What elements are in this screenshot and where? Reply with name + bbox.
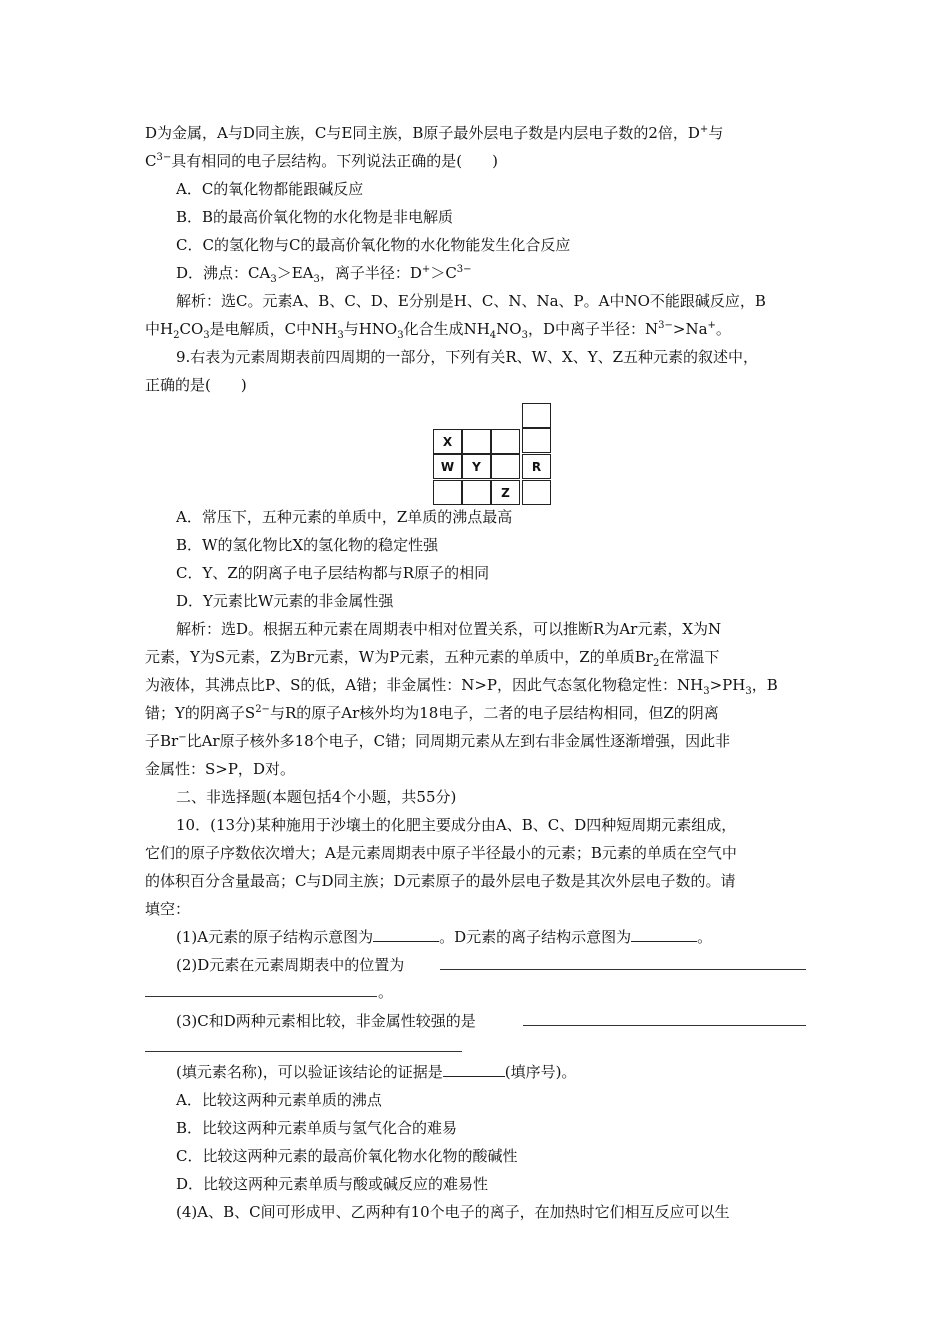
sup: − — [178, 732, 187, 743]
text: ＞EA — [276, 264, 314, 282]
q10-line3: 的体积百分含量最高；C与D同主族；D元素原子的最外层电子数是其次外层电子数的。请 — [145, 872, 736, 890]
table-cell-empty — [522, 403, 551, 428]
q9-analysis-line2 — [145, 647, 719, 667]
text: CO — [179, 320, 204, 338]
table-cell-empty — [462, 480, 491, 505]
q8-option-a: A．C的氧化物都能跟碱反应 — [176, 180, 364, 198]
q8-stem-line1 — [145, 123, 723, 143]
text: D．沸点：CA — [176, 264, 271, 282]
text: (填元素名称)，可以验证该结论的证据是 — [176, 1063, 443, 1081]
text: 与 — [708, 124, 724, 142]
q9-stem-line2: 正确的是( ) — [145, 376, 247, 394]
text: 与R的原子Ar核外均为18电子，二者的电子层结构相同，但Z的阴离 — [269, 704, 719, 722]
q9-option-c: C．Y、Z的阴离子电子层结构都与R原子的相同 — [176, 564, 490, 582]
text: NO — [496, 320, 522, 338]
q9-analysis-line3 — [145, 675, 778, 695]
sub: 3 — [397, 330, 404, 341]
text: ，离子半径：D — [319, 264, 422, 282]
q9-option-d: D．Y元素比W元素的非金属性强 — [176, 592, 394, 610]
sub: 4 — [489, 330, 497, 341]
sub: 3 — [203, 330, 210, 341]
text: 与HNO — [343, 320, 398, 338]
text: 在常温下 — [659, 648, 720, 666]
q10-option-c: C．比较这两种元素的最高价氧化物水化物的酸碱性 — [176, 1147, 518, 1165]
sub: 2 — [173, 330, 180, 341]
periodic-table-fragment — [433, 403, 551, 506]
sup: 2− — [255, 704, 270, 715]
answer-blank[interactable] — [440, 969, 806, 970]
text: 比Ar原子核外多18个电子，C错；同周期元素从左到右非金属性逐渐增强，因此非 — [186, 732, 731, 750]
q10-part3-cont — [176, 1062, 576, 1082]
q8-option-b: B．B的最高价氧化物的水化物是非电解质 — [176, 208, 454, 226]
text: 为液体，其沸点比P、S的低，A错；非金属性：N>P，因此气态氢化物稳定性：NH — [145, 676, 704, 694]
table-cell-z: Z — [491, 480, 520, 505]
text: (1)A元素的原子结构示意图为 — [176, 928, 374, 946]
text: 。 — [697, 928, 713, 946]
sup: + — [699, 124, 709, 135]
text: C — [145, 152, 157, 170]
q10-line2: 它们的原子序数依次增大；A是元素周期表中原子半径最小的元素；B元素的单质在空气中 — [145, 844, 737, 862]
q10-part1 — [176, 927, 712, 947]
answer-blank[interactable] — [145, 996, 377, 997]
table-cell-x: X — [433, 429, 462, 454]
answer-blank[interactable] — [373, 927, 439, 942]
text: 错；Y的阴离子S — [145, 704, 256, 722]
text: ＞C — [430, 264, 457, 282]
text: >PH — [709, 676, 746, 694]
q9-analysis-line1: 解析：选D。根据五种元素在周期表中相对位置关系，可以推断R为Ar元素，X为N — [176, 620, 722, 638]
sub: 3 — [521, 330, 528, 341]
table-cell-empty — [491, 429, 520, 454]
text: 是电解质，C中NH — [209, 320, 338, 338]
q8-stem-line2 — [145, 151, 498, 171]
text: (填序号)。 — [504, 1063, 577, 1081]
q10-option-a: A．比较这两种元素单质的沸点 — [176, 1091, 382, 1109]
text: >Na — [672, 320, 708, 338]
answer-blank[interactable] — [145, 1051, 462, 1052]
q10-line1: 10．(13分)某种施用于沙壤土的化肥主要成分由A、B、C、D四种短周期元素组成， — [176, 816, 737, 834]
text: 子Br — [145, 732, 179, 750]
table-cell-empty — [462, 429, 491, 454]
sup: 3− — [456, 264, 472, 275]
q10-part3: (3)C和D两种元素相比较，非金属性较强的是 — [176, 1012, 476, 1030]
q10-part2: (2)D元素在元素周期表中的位置为 — [176, 956, 405, 974]
text: ，D中离子半径：N — [527, 320, 659, 338]
q8-analysis-line1: 解析：选C。元素A、B、C、D、E分别是H、C、N、Na、P。A中NO不能跟碱反应，B — [176, 292, 766, 310]
q9-analysis-line4 — [145, 703, 719, 723]
q8-option-c: C．C的氢化物与C的最高价氧化物的水化物能发生化合反应 — [176, 236, 571, 254]
q9-analysis-line6: 金属性：S>P，D对。 — [145, 760, 295, 778]
sup: + — [421, 264, 431, 275]
sub: 3 — [703, 686, 710, 697]
q10-line4: 填空： — [145, 900, 191, 918]
q10-option-d: D．比较这两种元素单质与酸或碱反应的难易性 — [176, 1175, 489, 1193]
text: 具有相同的电子层结构。下列说法正确的是( ) — [171, 152, 498, 170]
q9-analysis-line5 — [145, 731, 730, 751]
q10-part4: (4)A、B、C间可形成甲、乙两种有10个电子的离子，在加热时它们相互反应可以生 — [176, 1203, 730, 1221]
text: 。 — [715, 320, 731, 338]
answer-blank[interactable] — [443, 1062, 505, 1077]
q8-analysis-line2 — [145, 319, 731, 339]
text: 元素，Y为S元素，Z为Br元素，W为P元素，五种元素的单质中，Z的单质Br — [145, 648, 653, 666]
q10-option-b: B．比较这两种元素单质与氢气化合的难易 — [176, 1119, 458, 1137]
q9-option-b: B．W的氢化物比X的氢化物的稳定性强 — [176, 536, 439, 554]
q10-part2-end: 。 — [378, 983, 394, 1001]
sup: 3− — [658, 320, 673, 331]
table-cell-empty — [522, 480, 551, 505]
table-cell-w: W — [433, 454, 462, 479]
text: 。D元素的离子结构示意图为 — [439, 928, 632, 946]
text: ，B — [751, 676, 778, 694]
table-cell-empty — [522, 428, 551, 453]
q8-option-d — [176, 263, 472, 283]
sub: 2 — [652, 658, 660, 669]
q9-stem-line1: 9.右表为元素周期表前四周期的一部分，下列有关R、W、X、Y、Z五种元素的叙述中， — [176, 348, 759, 366]
answer-blank[interactable] — [631, 927, 697, 942]
table-cell-y: Y — [462, 454, 491, 479]
answer-blank[interactable] — [523, 1025, 806, 1026]
sup: 3− — [156, 152, 172, 163]
sub: 3 — [745, 686, 752, 697]
table-cell-r: R — [522, 454, 551, 479]
text: D为金属，A与D同主族，C与E同主族，B原子最外层电子数是内层电子数的2倍，D — [145, 124, 700, 142]
table-cell-empty — [433, 480, 462, 505]
q9-option-a: A．常压下，五种元素的单质中，Z单质的沸点最高 — [176, 508, 513, 526]
section-title: 二、非选择题(本题包括4个小题，共55分) — [176, 788, 457, 806]
sub: 3 — [270, 274, 277, 285]
text: 中H — [145, 320, 174, 338]
table-cell-empty — [491, 454, 520, 479]
sup: + — [707, 320, 716, 331]
sub: 3 — [337, 330, 344, 341]
sub: 3 — [313, 274, 320, 285]
text: 化合生成NH — [403, 320, 490, 338]
